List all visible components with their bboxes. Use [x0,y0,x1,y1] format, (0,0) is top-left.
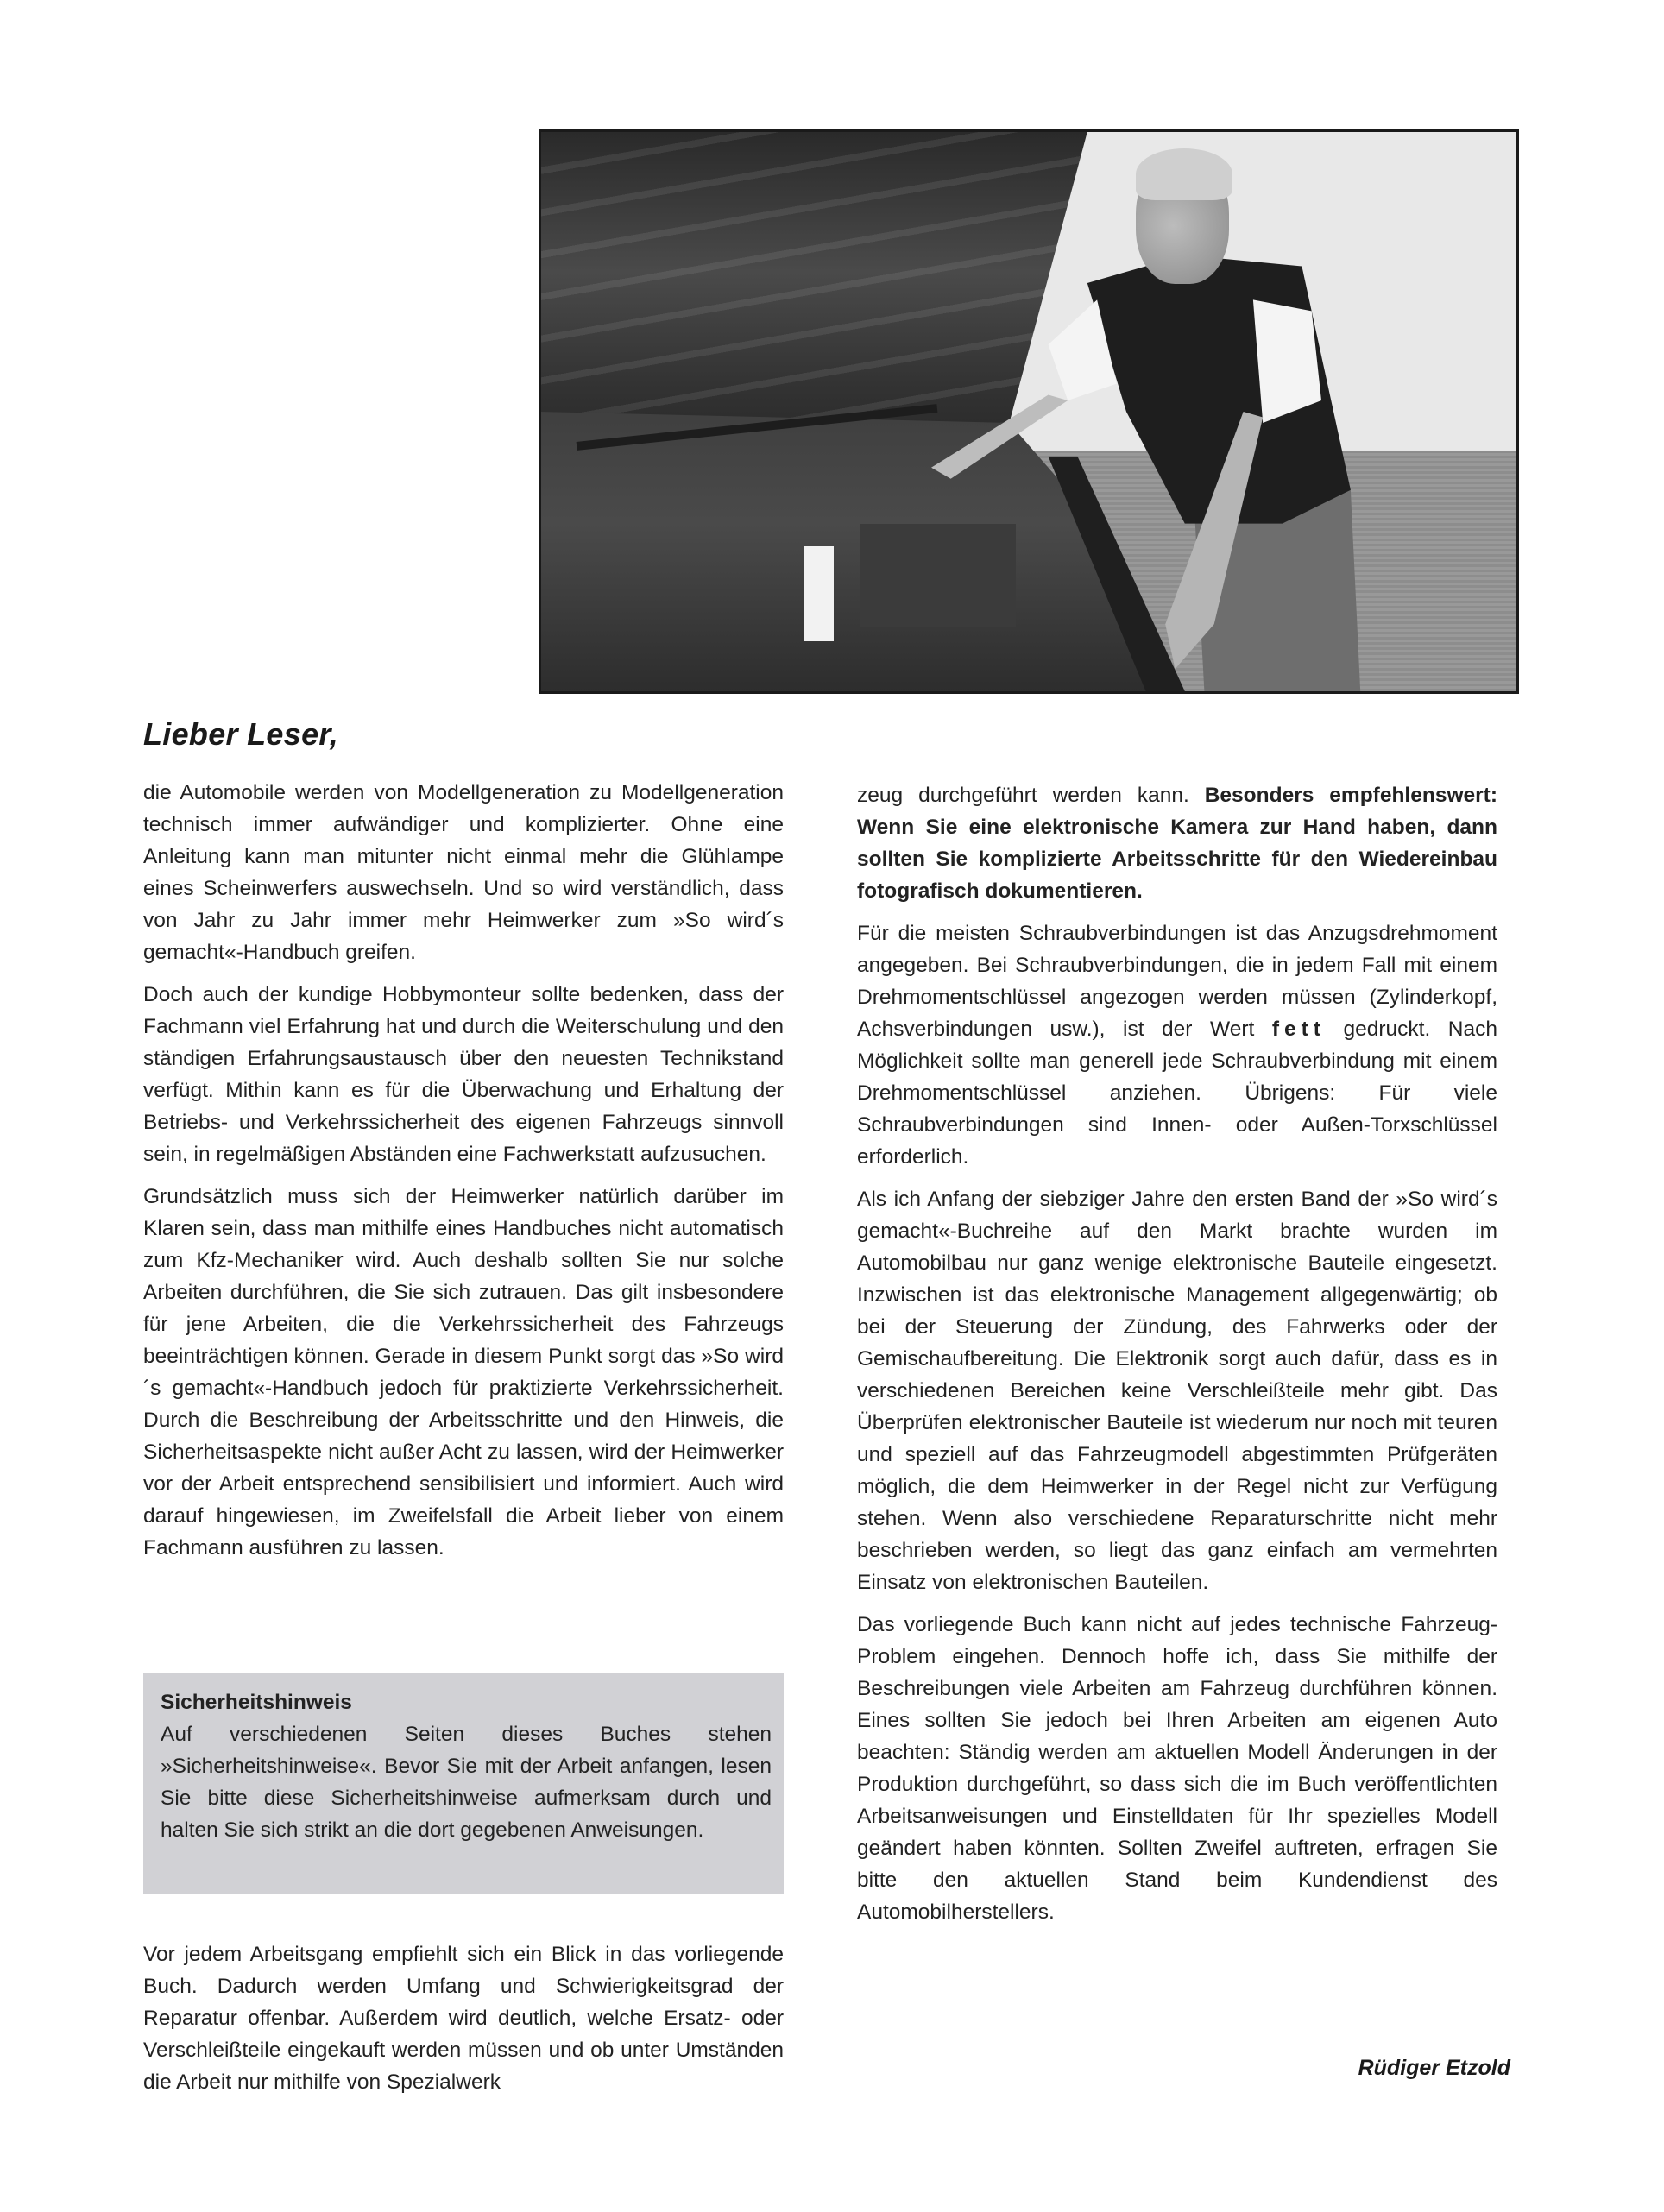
paragraph-text: gedruckt. Nach Möglichkeit sollte man generell jede Schraubverbindung mit einem Drehmomentschlüssel anziehen. Übrigens: Für viele Schraubverbindungen sind Innen- oder Außen-Torxschlüssel erforderlich. [857,1018,1497,1169]
bold-recommendation: Besonders empfehlenswert: Wenn Sie eine elektronische Kamera zur Hand haben, dann sollten Sie komplizierte Arbeitsschritte für den Wiedereinbau fotografisch dokumentieren. [857,784,1497,903]
left-column-continued [143,1938,784,2108]
photo-engine-label [804,546,834,641]
safety-note-body: Auf verschiedenen Seiten dieses Buches stehen »Sicherheitshinweise«. Bevor Sie mit der Arbeit anfangen, lesen Sie bitte diese Sicherheitshinweise aufmerksam durch und halten Sie sich strikt an die dort gegebenen Anweisungen. [161,1723,772,1842]
left-column [143,777,784,1574]
safety-note-title: Sicherheitshinweis [161,1691,352,1714]
paragraph-text: zeug durchgeführt werden kann. [857,784,1205,807]
paragraph [857,779,1497,907]
paragraph: die Automobile werden von Modellgeneration zu Modellgeneration technisch immer aufwändiger und komplizierter. Ohne eine Anleitung kann man mitunter nicht einmal mehr die Glühlampe eines Scheinwerfers auswechseln. Und so wird verständlich, dass von Jahr zu Jahr immer mehr Heimwerker zum »So wird´s gemacht«-Handbuch greifen. [143,781,784,964]
paragraph-text: Für die meisten Schraubverbindungen ist das Anzugsdrehmoment angegeben. Bei Schraubverbindungen, die in jedem Fall mit einem Drehmomentschlüssel angezogen werden müssen (Zylinderkopf, Achsverbindungen usw.), ist der Wert [857,922,1497,1041]
paragraph: Als ich Anfang der siebziger Jahre den ersten Band der »So wird´s gemacht«-Buchreihe auf den Markt brachte wurden im Automobilbau nur ganz wenige elektronische Bauteile eingesetzt. Inzwischen ist das elektronische Management allgegenwärtig; ob bei der Steuerung der Zündung, des Fahrwerks oder der Gemischaufbereitung. Die Elektronik sorgt auch dafür, dass es in verschiedenen Bereichen keine Verschleißteile mehr gibt. Das Überprüfen elektronischer Bauteile ist wiederum nur noch mit teuren und speziell auf das Fahrzeugmodell abgestimmten Prüfgeräten möglich, die dem Heimwerker in der Regel nicht zur Verfügung stehen. Wenn also verschiedene Reparaturschritte nicht mehr beschrieben werden, so liegt das ganz einfach am vermehrten Einsatz von elektronischen Bauteilen. [857,1188,1497,1594]
paragraph: Vor jedem Arbeitsgang empfiehlt sich ein Blick in das vorliegende Buch. Dadurch werden Umfang und Schwierigkeitsgrad der Reparatur offenbar. Außerdem wird deutlich, welche Ersatz- oder Verschleißteile eingekauft werden müssen und ob unter Umständen die Arbeit nur mithilfe von Spezialwerk [143,1943,784,2094]
safety-note-box [143,1673,784,1894]
page-heading: Lieber Leser, [143,716,339,752]
photo-man-hair [1136,148,1232,200]
paragraph: Grundsätzlich muss sich der Heimwerker natürlich darüber im Klaren sein, dass man mithilfe eines Handbuches nicht automatisch zum Kfz-Mechaniker wird. Auch deshalb sollten Sie nur solche Arbeiten durchführen, die Sie sich zutrauen. Das gilt insbesondere für jene Arbeiten, die die Verkehrssicherheit des Fahrzeugs beeinträchtigen können. Gerade in diesem Punkt sorgt das »So wird´s gemacht«-Handbuch jedoch für praktizierte Verkehrssicherheit. Durch die Beschreibung der Arbeitsschritte und den Hinweis, die Sicherheitsaspekte nicht außer Acht zu lassen, wird der Heimwerker vor der Arbeit entsprechend sensibilisiert und informiert. Auch wird darauf hingewiesen, im Zweifelsfall die Arbeit lieber von einem Fachmann ausführen zu lassen. [143,1185,784,1560]
paragraph [857,917,1497,1173]
paragraph: Doch auch der kundige Hobbymonteur sollte bedenken, dass der Fachmann viel Erfahrung hat und durch die Weiterschulung und den ständigen Erfahrungsaustausch über den neuesten Technikstand verfügt. Mithin kann es für die Überwachung und Erhaltung der Betriebs- und Verkehrssicherheit des eigenen Fahrzeugs sinnvoll sein, in regelmäßigen Abständen eine Fachwerkstatt aufzusuchen. [143,983,784,1166]
emphasis-fett: fett [1271,1018,1326,1041]
right-column [857,779,1497,1938]
photo-battery [860,524,1016,627]
paragraph: Das vorliegende Buch kann nicht auf jedes technische Fahrzeug-Problem eingehen. Dennoch hoffe ich, dass Sie mithilfe der Beschreibungen viele Arbeiten am Fahrzeug durchführen können. Eines sollten Sie jedoch bei Ihren Arbeiten am eigenen Auto beachten: Ständig werden am aktuellen Modell Änderungen in der Produktion durchgeführt, so dass sich die im Buch veröffentlichten Arbeitsanweisungen und Einstelldaten für Ihr spezielles Modell geändert haben könnten. Sollten Zweifel auftreten, erfragen Sie bitte den aktuellen Stand beim Kundendienst des Automobilherstellers. [857,1613,1497,1924]
author-signature: Rüdiger Etzold [1358,2056,1510,2080]
cover-photo [539,129,1519,694]
